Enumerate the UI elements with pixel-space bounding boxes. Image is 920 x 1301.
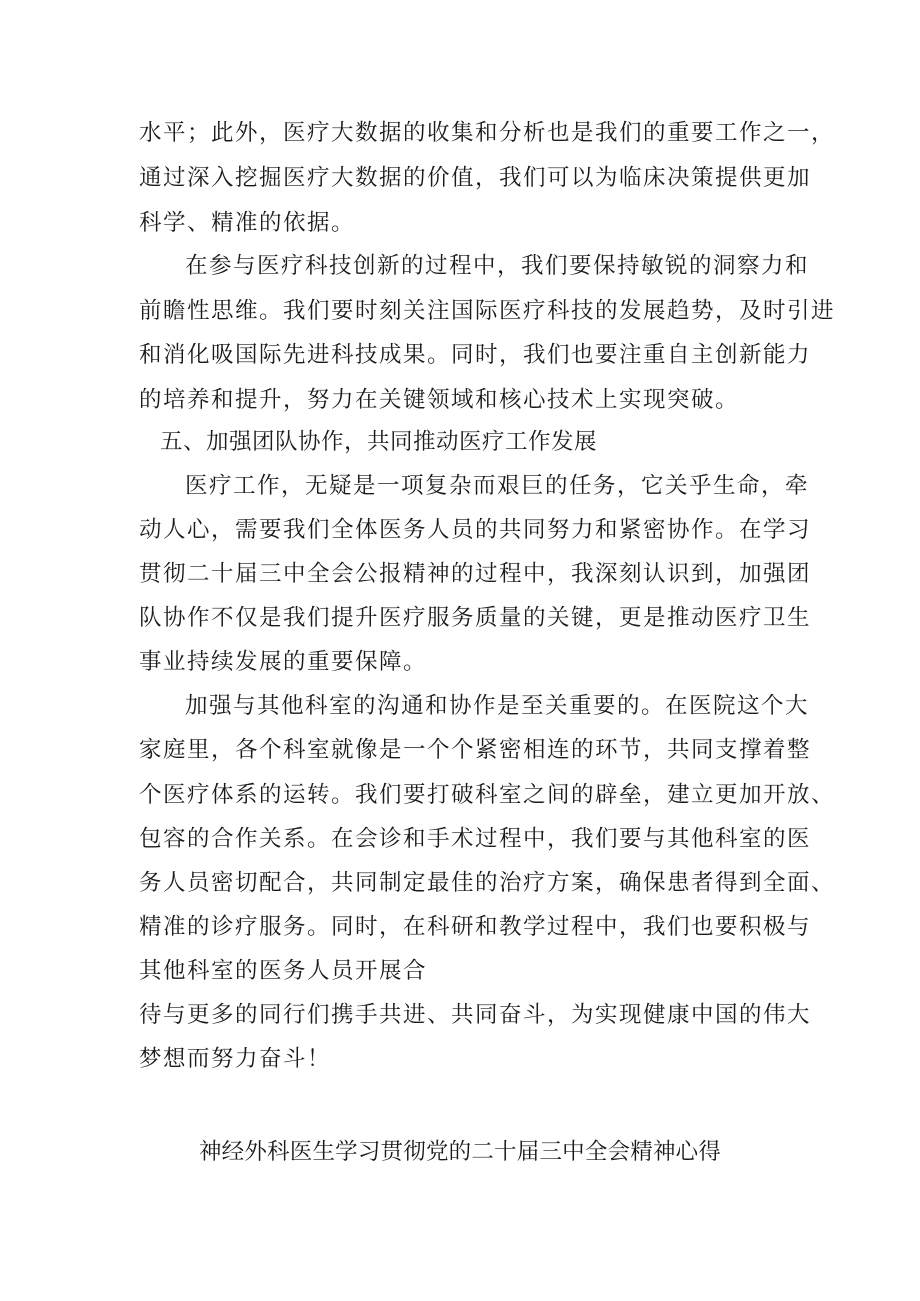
- text-line: 在参与医疗科技创新的过程中，我们要保持敏锐的洞察力和: [185, 253, 810, 279]
- text-line: 梦想而努力奋斗！: [139, 1046, 332, 1072]
- text-line: 个医疗体系的运转。我们要打破科室之间的辟垒，建立更加开放、: [139, 782, 836, 808]
- text-line: 动人心，需要我们全体医务人员的共同努力和紧密协作。在学习: [139, 517, 812, 543]
- text-line: 和消化吸国际先进科技成果。同时，我们也要注重自主创新能力: [139, 342, 812, 368]
- text-line: 加强与其他科室的沟通和协作是至关重要的。在医院这个大: [185, 693, 810, 719]
- text-line: 水平；此外，医疗大数据的收集和分析也是我们的重要工作之一，: [139, 120, 836, 146]
- text-line: 科学、精准的依据。: [139, 210, 356, 236]
- text-line: 通过深入挖掘医疗大数据的价值，我们可以为临床决策提供更加: [139, 165, 812, 191]
- text-line: 事业持续发展的重要保障。: [139, 649, 428, 675]
- text-line: 队协作不仅是我们提升医疗服务质量的关键，更是推动医疗卫生: [139, 605, 812, 631]
- text-line: 医疗工作，无疑是一项复杂而艰巨的任务，它关乎生命，牵: [185, 473, 810, 499]
- text-line: 精准的诊疗服务。同时，在科研和教学过程中，我们也要积极与: [139, 914, 812, 940]
- text-line: 待与更多的同行们携手共进、共同奋斗，为实现健康中国的伟大: [139, 1002, 812, 1028]
- text-line: 务人员密切配合，共同制定最佳的治疗方案，确保患者得到全面、: [139, 870, 836, 896]
- text-line: 贯彻二十届三中全会公报精神的过程中，我深刻认识到，加强团: [139, 561, 812, 587]
- section-heading: 五、加强团队协作，共同推动医疗工作发展: [160, 429, 598, 455]
- text-line: 包容的合作关系。在会诊和手术过程中，我们要与其他科室的医: [139, 826, 812, 852]
- text-line: 前瞻性思维。我们要时刻关注国际医疗科技的发展趋势，及时引进: [139, 298, 836, 324]
- text-line: 的培养和提升，努力在关键领域和核心技术上实现突破。: [139, 387, 740, 413]
- text-line: 家庭里，各个科室就像是一个个紧密相连的环节，共同支撑着整: [139, 737, 812, 763]
- next-article-title: 神经外科医生学习贯彻党的二十届三中全会精神心得: [198, 1139, 722, 1165]
- text-line: 其他科室的医务人员开展合: [139, 958, 428, 984]
